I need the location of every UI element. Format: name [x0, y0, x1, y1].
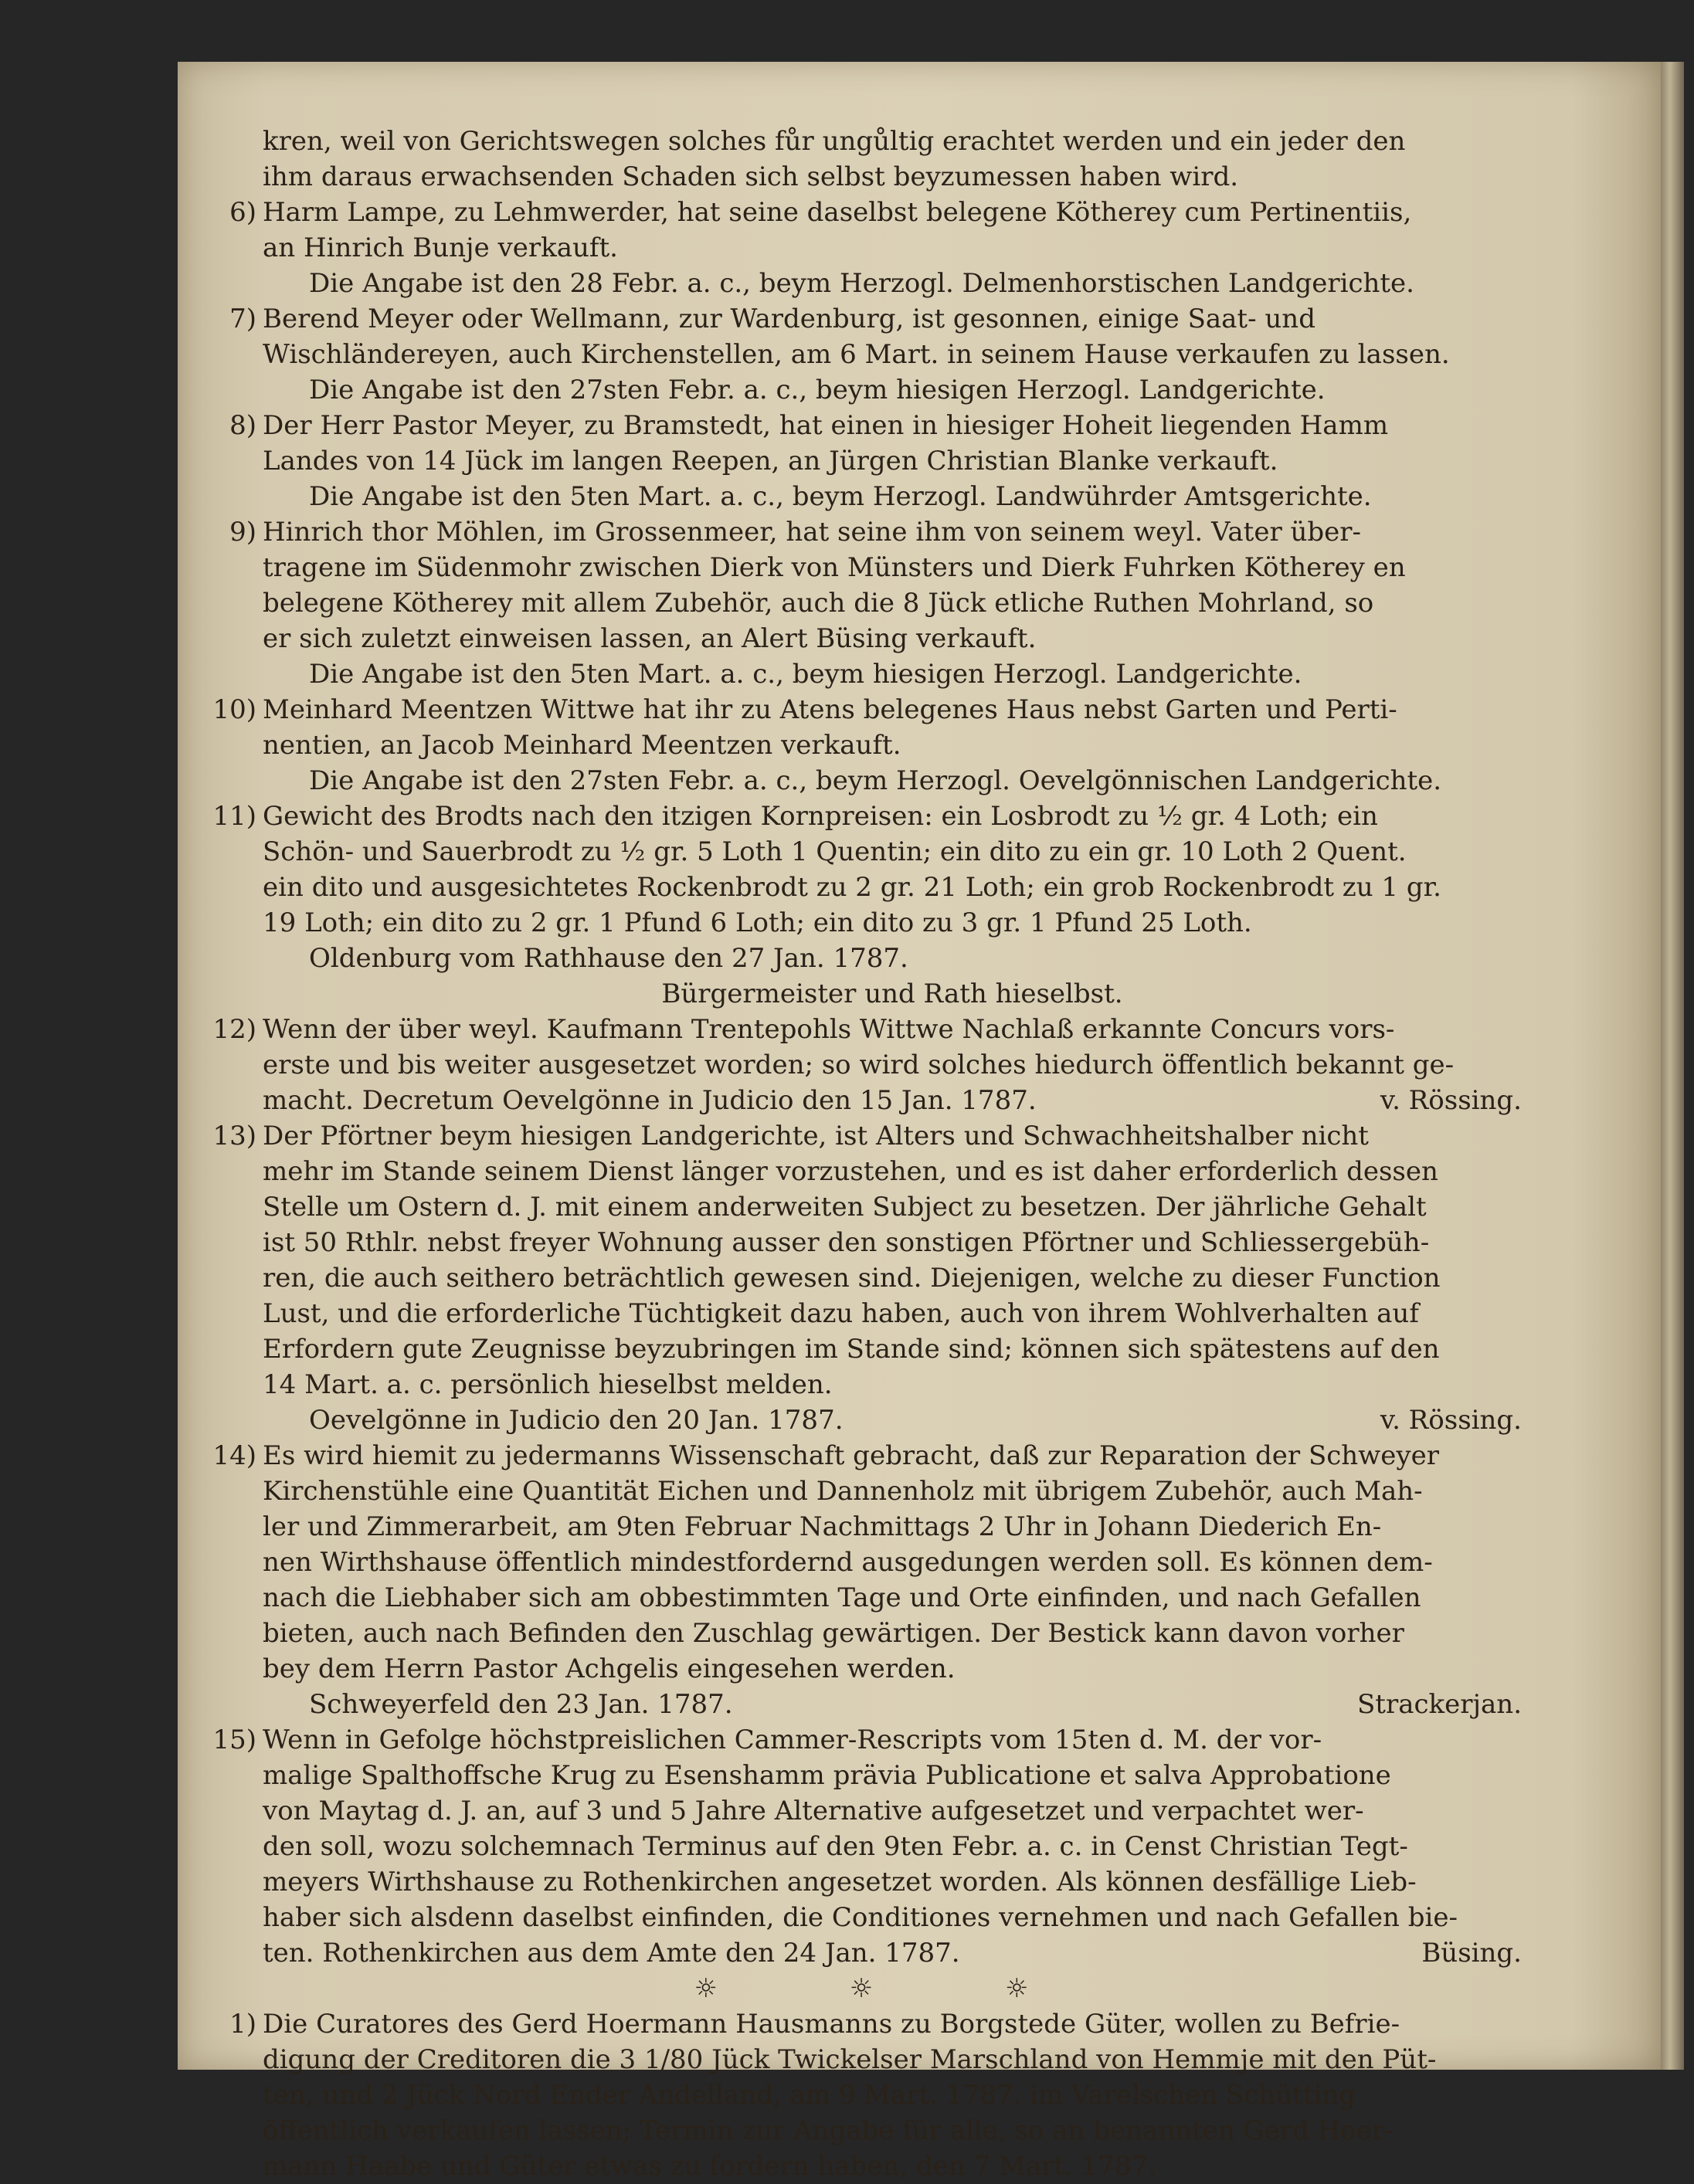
entry-number: 12): [212, 1014, 256, 1045]
text-line: [263, 727, 1522, 763]
text-line: [263, 1296, 1522, 1331]
text-line: [263, 1864, 1522, 1900]
entry-number: 1): [229, 2009, 256, 2040]
line-text: Wenn der über weyl. Kaufmann Trentepohls Wittwe Nachlaß erkannte Concurs vors-: [263, 1014, 1395, 1045]
line-text: Oevelgönne in Judicio den 20 Jan. 1787.: [309, 1405, 844, 1436]
line-text: Die Curatores des Gerd Hoermann Hausmanns zu Borgstede Güter, wollen zu Befrie-: [263, 2009, 1400, 2040]
text-line: [263, 230, 1522, 266]
line-text: malige Spalthoffsche Krug zu Esenshamm prävia Publicatione et salva Approbatione: [263, 1760, 1391, 1791]
signature: Büsing.: [1421, 1938, 1522, 1969]
text-line: [263, 372, 1522, 408]
text-line: [263, 1083, 1522, 1118]
text-line: [263, 1793, 1522, 1829]
text-line: [212, 1438, 1522, 1474]
line-text: Wischländereyen, auch Kirchenstellen, am 6 Mart. in seinem Hause verkaufen zu lassen.: [263, 339, 1450, 370]
line-text: belegene Kötherey mit allem Zubehör, auch die 8 Jück etliche Ruthen Mohrland, so: [263, 588, 1374, 619]
text-line: [263, 1189, 1522, 1225]
entry-number: 11): [212, 801, 256, 832]
line-text: macht. Decretum Oevelgönne in Judicio den 15 Jan. 1787.: [263, 1085, 1037, 1116]
line-text: bey dem Herrn Pastor Achgelis eingesehen werden.: [263, 1653, 956, 1684]
entry-number: 7): [229, 304, 256, 334]
text-line: [263, 1509, 1522, 1545]
line-text: kren, weil von Gerichtswegen solches fůr ungůltig erachtet werden und ein jeder den: [263, 126, 1406, 157]
text-line: [263, 1971, 1522, 2006]
text-line: [263, 1047, 1522, 1083]
line-text: ler und Zimmerarbeit, am 9ten Februar Nachmittags 2 Uhr in Johann Diederich En-: [263, 1511, 1382, 1542]
line-text: Oldenburg vom Rathhause den 27 Jan. 1787.: [309, 943, 908, 974]
line-text: 19 Loth; ein dito zu 2 gr. 1 Pfund 6 Loth; ein dito zu 3 gr. 1 Pfund 25 Loth.: [263, 907, 1252, 938]
line-text: ten, und 2 Jück Nord Ender Andelland, am 9 Mart. 1787. im Varelschen Schütting: [263, 2080, 1356, 2111]
line-text: mann Haabe und Güter etwas zu fordern haben, den 7 Mart. 1787.: [263, 2151, 1156, 2182]
document-text: [212, 124, 1522, 2184]
line-text: Landes von 14 Jück im langen Reepen, an Jürgen Christian Blanke verkauft.: [263, 446, 1278, 476]
text-line: [263, 337, 1522, 372]
text-line: [263, 2148, 1522, 2184]
line-text: mehr im Stande seinem Dienst länger vorzustehen, und es ist daher erforderlich dessen: [263, 1156, 1438, 1187]
text-line: [212, 1012, 1522, 1047]
text-line: [263, 763, 1522, 799]
line-text: ihm daraus erwachsenden Schaden sich selbst beyzumessen haben wird.: [263, 161, 1239, 192]
text-line: [263, 2113, 1522, 2148]
line-text: ten. Rothenkirchen aus dem Amte den 24 Jan. 1787.: [263, 1938, 960, 1969]
text-line: [229, 301, 1522, 337]
line-text: Bürgermeister und Rath hieselbst.: [661, 978, 1123, 1009]
text-line: [263, 443, 1522, 479]
line-text: Wenn in Gefolge höchstpreislichen Cammer-Rescripts vom 15ten d. M. der vor-: [263, 1724, 1322, 1755]
line-text: an Hinrich Bunje verkauft.: [263, 232, 618, 263]
text-line: [263, 1225, 1522, 1260]
text-line: [263, 976, 1522, 1012]
signature: Strackerjan.: [1356, 1689, 1522, 1720]
text-line: [212, 1118, 1522, 1154]
line-text: Die Angabe ist den 28 Febr. a. c., beym Herzogl. Delmenhorstischen Landgerichte.: [309, 268, 1414, 299]
line-text: ☼ ☼ ☼: [694, 1973, 1091, 2004]
line-text: Kirchenstühle eine Quantität Eichen und Dannenholz mit übrigem Zubehör, auch Mah-: [263, 1476, 1423, 1507]
entry-number: 9): [229, 517, 256, 548]
text-line: [263, 266, 1522, 301]
text-line: [263, 1367, 1522, 1402]
text-line: [263, 1900, 1522, 1935]
line-text: Hinrich thor Möhlen, im Grossenmeer, hat seine ihm von seinem weyl. Vater über-: [263, 517, 1362, 548]
line-text: Stelle um Ostern d. J. mit einem anderweiten Subject zu besetzen. Der jährliche Gehalt: [263, 1192, 1427, 1223]
text-line: [263, 870, 1522, 905]
text-line: [263, 1758, 1522, 1793]
entry-number: 6): [229, 197, 256, 228]
entry-number: 13): [212, 1121, 256, 1151]
text-line: [263, 1402, 1522, 1438]
text-line: [263, 834, 1522, 870]
text-line: [212, 692, 1522, 727]
text-line: [263, 1331, 1522, 1367]
signature: v. Rössing.: [1380, 1405, 1522, 1436]
text-line: [263, 1154, 1522, 1189]
line-text: meyers Wirthshause zu Rothenkirchen angesetzet worden. Als können desfällige Lieb-: [263, 1867, 1417, 1897]
line-text: erste und bis weiter ausgesetzet worden; so wird solches hiedurch öffentlich bekannt ge-: [263, 1050, 1455, 1080]
line-text: von Maytag d. J. an, auf 3 und 5 Jahre Alternative aufgesetzet und verpachtet wer-: [263, 1796, 1364, 1826]
entry-number: 8): [229, 410, 256, 441]
line-text: Meinhard Meentzen Wittwe hat ihr zu Atens belegenes Haus nebst Garten und Perti-: [263, 694, 1397, 725]
line-text: Der Pförtner beym hiesigen Landgerichte, ist Alters und Schwachheitshalber nicht: [263, 1121, 1369, 1151]
line-text: Es wird hiemit zu jedermanns Wissenschaft gebracht, daß zur Reparation der Schweyer: [263, 1440, 1439, 1471]
text-line: [229, 2006, 1522, 2042]
text-line: [263, 656, 1522, 692]
text-line: [263, 1935, 1522, 1971]
facing-page-edge: [1661, 62, 1684, 2070]
line-text: Die Angabe ist den 5ten Mart. a. c., beym Herzogl. Landwührder Amtsgerichte.: [309, 481, 1372, 512]
line-text: bieten, auch nach Befinden den Zuschlag gewärtigen. Der Bestick kann davon vorher: [263, 1618, 1404, 1649]
line-text: Schweyerfeld den 23 Jan. 1787.: [309, 1689, 733, 1720]
line-text: nach die Liebhaber sich am obbestimmten Tage und Orte einfinden, und nach Gefallen: [263, 1582, 1421, 1613]
text-line: [263, 1829, 1522, 1864]
line-text: Schön- und Sauerbrodt zu ½ gr. 5 Loth 1 Quentin; ein dito zu ein gr. 10 Loth 2 Quent.: [263, 836, 1407, 867]
text-line: [263, 941, 1522, 976]
line-text: öffentlich verkaufen lassen; Termin zur Angabe für alle, so an benannten Gerd Hoer-: [263, 2115, 1394, 2146]
text-line: [263, 905, 1522, 941]
line-text: tragene im Südenmohr zwischen Dierk von Münsters und Dierk Fuhrken Kötherey en: [263, 552, 1406, 583]
line-text: digung der Creditoren die 3 1/80 Jück Twickelser Marschland von Hemmje mit den Püt-: [263, 2044, 1437, 2075]
text-line: [263, 1687, 1522, 1722]
line-text: 14 Mart. a. c. persönlich hieselbst melden.: [263, 1369, 833, 1400]
text-line: [212, 799, 1522, 834]
line-text: Berend Meyer oder Wellmann, zur Wardenburg, ist gesonnen, einige Saat- und: [263, 304, 1315, 334]
line-text: Der Herr Pastor Meyer, zu Bramstedt, hat einen in hiesiger Hoheit liegenden Hamm: [263, 410, 1389, 441]
text-line: [263, 159, 1522, 195]
text-line: [263, 1651, 1522, 1687]
line-text: Die Angabe ist den 27sten Febr. a. c., beym hiesigen Herzogl. Landgerichte.: [309, 375, 1326, 405]
signature: v. Rössing.: [1380, 1085, 1522, 1116]
line-text: Lust, und die erforderliche Tüchtigkeit dazu haben, auch von ihrem Wohlverhalten auf: [263, 1298, 1419, 1329]
text-line: [212, 1722, 1522, 1758]
text-line: [263, 1545, 1522, 1580]
text-line: [263, 1580, 1522, 1616]
text-line: [263, 1260, 1522, 1296]
text-line: [263, 621, 1522, 656]
line-text: nen Wirthshause öffentlich mindestfordernd ausgedungen werden soll. Es können dem-: [263, 1547, 1433, 1578]
text-line: [263, 585, 1522, 621]
line-text: den soll, wozu solchemnach Terminus auf den 9ten Febr. a. c. in Censt Christian Tegt-: [263, 1831, 1408, 1862]
text-line: [263, 2077, 1522, 2113]
text-line: [263, 2042, 1522, 2077]
line-text: Die Angabe ist den 5ten Mart. a. c., beym hiesigen Herzogl. Landgerichte.: [309, 659, 1302, 690]
text-line: [263, 479, 1522, 514]
line-text: ren, die auch seithero beträchtlich gewesen sind. Diejenigen, welche zu dieser Function: [263, 1263, 1441, 1294]
text-line: [229, 514, 1522, 550]
entry-number: 15): [212, 1724, 256, 1755]
line-text: nentien, an Jacob Meinhard Meentzen verkauft.: [263, 730, 901, 761]
line-text: er sich zuletzt einweisen lassen, an Alert Büsing verkauft.: [263, 623, 1037, 654]
line-text: Die Angabe ist den 27sten Febr. a. c., beym Herzogl. Oevelgönnischen Landgerichte.: [309, 765, 1442, 796]
entry-number: 14): [212, 1440, 256, 1471]
line-text: ist 50 Rthlr. nebst freyer Wohnung ausser den sonstigen Pförtner und Schliessergebüh-: [263, 1227, 1430, 1258]
text-line: [263, 550, 1522, 585]
text-line: [229, 408, 1522, 443]
text-line: [263, 1474, 1522, 1509]
line-text: haber sich alsdenn daselbst einfinden, die Conditiones vernehmen und nach Gefallen bie-: [263, 1902, 1458, 1933]
line-text: Harm Lampe, zu Lehmwerder, hat seine daselbst belegene Kötherey cum Pertinentiis,: [263, 197, 1412, 228]
text-line: [229, 195, 1522, 230]
text-line: [263, 1616, 1522, 1651]
entry-number: 10): [212, 694, 256, 725]
text-line: [263, 124, 1522, 159]
line-text: ein dito und ausgesichtetes Rockenbrodt zu 2 gr. 21 Loth; ein grob Rockenbrodt zu 1 gr.: [263, 872, 1441, 903]
line-text: Erfordern gute Zeugnisse beyzubringen im Stande sind; können sich spätestens auf den: [263, 1334, 1440, 1365]
line-text: Gewicht des Brodts nach den itzigen Kornpreisen: ein Losbrodt zu ½ gr. 4 Loth; ein: [263, 801, 1378, 832]
